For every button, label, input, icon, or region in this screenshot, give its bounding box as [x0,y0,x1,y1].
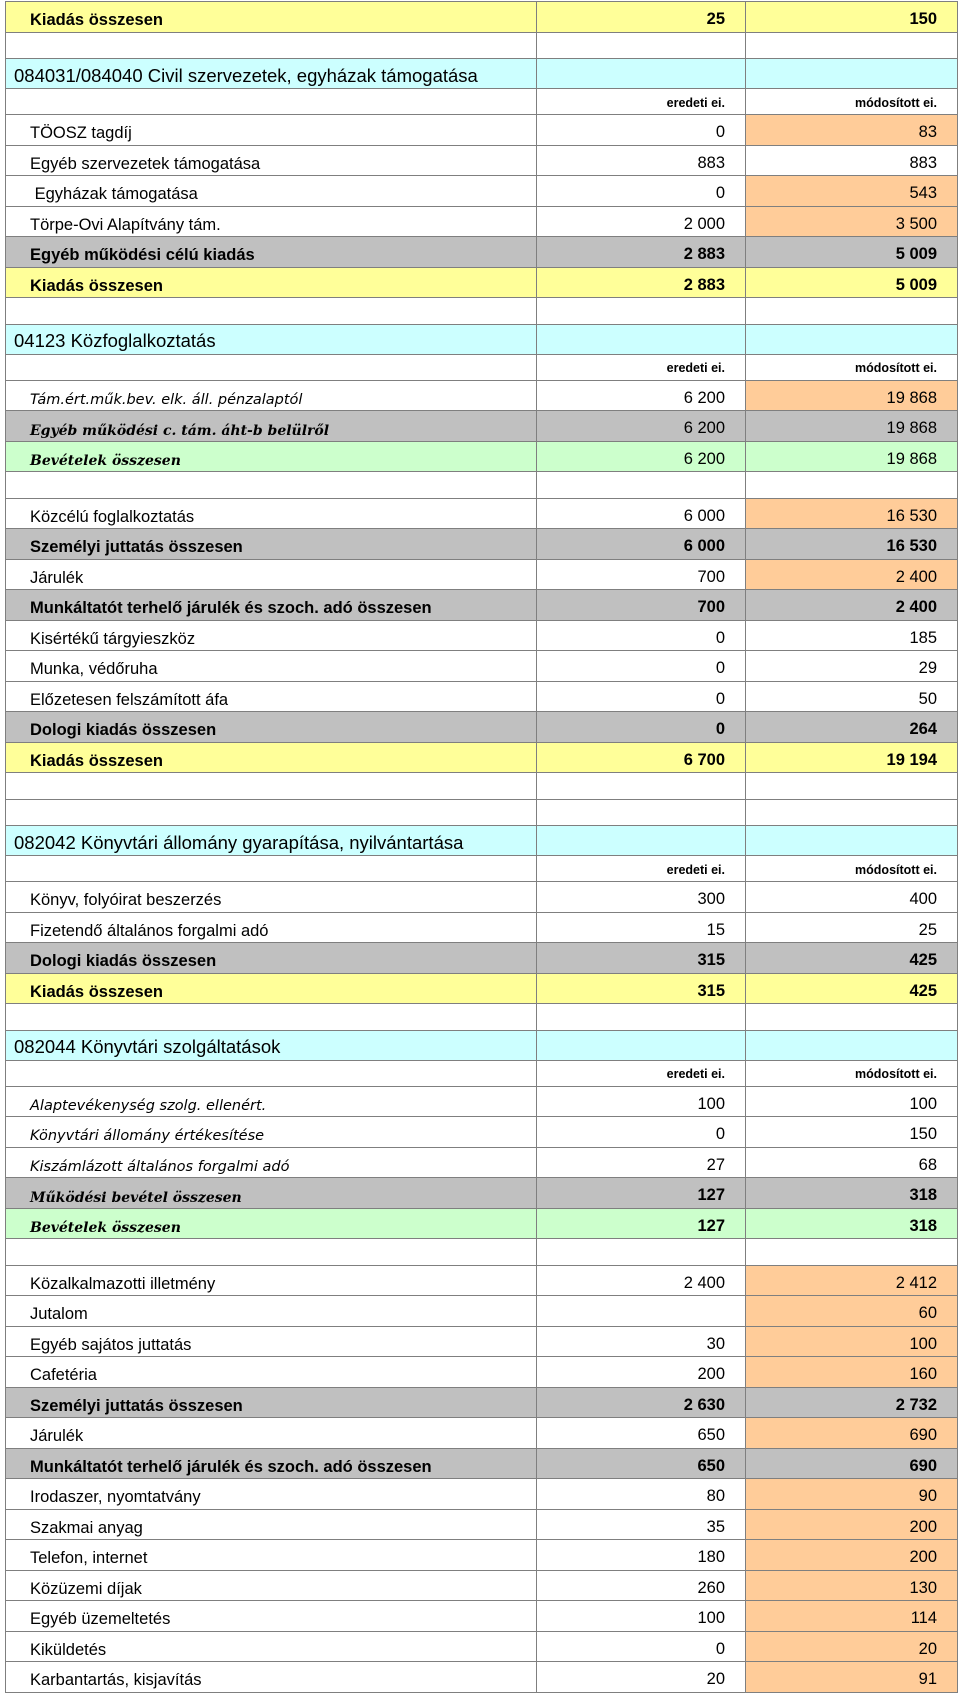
row-label: Kiadás összesen [6,973,537,1004]
modified-value: 2 400 [746,559,958,590]
table-row [6,1662,958,1693]
row-label: Munka, védőruha [6,651,537,682]
table-row [6,380,958,411]
original-value: 6 000 [537,498,746,529]
modified-column-header: módosított ei. [746,354,958,380]
modified-value: 19 868 [746,441,958,472]
row-label: Dologi kiadás összesen [6,712,537,743]
row-label: Bevételek összesen [6,1208,537,1239]
modified-value: 425 [746,943,958,974]
original-value: 883 [537,145,746,176]
original-value: 315 [537,973,746,1004]
original-value: 2 883 [537,267,746,298]
table-row [6,1509,958,1540]
original-column-header: eredeti ei. [537,354,746,380]
original-value: 80 [537,1479,746,1510]
original-value: 0 [537,115,746,146]
modified-value: 20 [746,1631,958,1662]
modified-value: 425 [746,973,958,1004]
table-row [6,206,958,237]
original-value [537,1296,746,1327]
original-value: 315 [537,943,746,974]
table-row [6,267,958,298]
row-label: Kiadás összesen [6,742,537,773]
table-row [6,912,958,943]
modified-value: 19 868 [746,380,958,411]
modified-value: 690 [746,1448,958,1479]
row-label: Kiadás összesen [6,2,537,33]
spacer-row [6,773,958,800]
table-row [6,1601,958,1632]
row-label: Működési bevétel összesen [6,1178,537,1209]
spacer-row [6,32,958,59]
table-row [6,1479,958,1510]
modified-value: 400 [746,882,958,913]
modified-value: 50 [746,681,958,712]
modified-value: 83 [746,115,958,146]
column-header-row [6,856,958,882]
table-row [6,1296,958,1327]
table-row [6,1208,958,1239]
original-column-header: eredeti ei. [537,89,746,115]
table-row [6,681,958,712]
modified-value: 264 [746,712,958,743]
modified-value: 2 412 [746,1265,958,1296]
modified-value: 5 009 [746,267,958,298]
table-row [6,145,958,176]
original-value: 20 [537,1662,746,1693]
row-label: Kiküldetés [6,1631,537,1662]
original-value: 260 [537,1570,746,1601]
table-row [6,1418,958,1449]
row-label: Szakmai anyag [6,1509,537,1540]
column-header-row [6,89,958,115]
table-row [6,1086,958,1117]
original-column-header: eredeti ei. [537,856,746,882]
modified-value: 90 [746,1479,958,1510]
table-row [6,973,958,1004]
original-value: 700 [537,559,746,590]
modified-value: 60 [746,1296,958,1327]
modified-value: 100 [746,1086,958,1117]
row-label: Törpe-Ovi Alapítvány tám. [6,206,537,237]
original-value: 25 [537,2,746,33]
section-title: 084031/084040 Civil szervezetek, egyházak támogatása [6,59,537,89]
table-row [6,1448,958,1479]
row-label: Alaptevékenység szolg. ellenért. [6,1086,537,1117]
original-value: 2 000 [537,206,746,237]
table-row [6,176,958,207]
table-row [6,1357,958,1388]
row-label: Könyvtári állomány értékesítése [6,1117,537,1148]
modified-value: 5 009 [746,237,958,268]
row-label: Munkáltatót terhelő járulék és szoch. adó összesen [6,590,537,621]
modified-value: 91 [746,1662,958,1693]
row-label: Egyházak támogatása [6,176,537,207]
original-value: 2 883 [537,237,746,268]
row-label: Cafetéria [6,1357,537,1388]
modified-value: 185 [746,620,958,651]
modified-value: 19 868 [746,411,958,442]
original-value: 180 [537,1540,746,1571]
table-row [6,2,958,33]
row-label: Személyi juttatás összesen [6,529,537,560]
original-value: 0 [537,176,746,207]
table-row [6,529,958,560]
original-value: 35 [537,1509,746,1540]
section-title-row [6,1030,958,1060]
table-row [6,441,958,472]
original-value: 2 630 [537,1387,746,1418]
original-value: 15 [537,912,746,943]
modified-value: 318 [746,1208,958,1239]
row-label: TÖOSZ tagdíj [6,115,537,146]
original-value: 6 000 [537,529,746,560]
modified-value: 883 [746,145,958,176]
modified-value: 130 [746,1570,958,1601]
row-label: Személyi juttatás összesen [6,1387,537,1418]
row-label: Kiadás összesen [6,267,537,298]
spacer-row [6,298,958,325]
original-value: 27 [537,1147,746,1178]
modified-column-header: módosított ei. [746,856,958,882]
row-label: Munkáltatót terhelő járulék és szoch. adó összesen [6,1448,537,1479]
row-label: Egyéb működési célú kiadás [6,237,537,268]
row-label: Előzetesen felszámított áfa [6,681,537,712]
table-row [6,943,958,974]
row-label: Egyéb üzemeltetés [6,1601,537,1632]
original-value: 0 [537,712,746,743]
row-label: Telefon, internet [6,1540,537,1571]
table-row [6,882,958,913]
table-row [6,742,958,773]
row-label: Egyéb sajátos juttatás [6,1326,537,1357]
original-value: 650 [537,1418,746,1449]
original-value: 0 [537,651,746,682]
original-value: 127 [537,1208,746,1239]
budget-table [5,1,958,1693]
table-row [6,237,958,268]
modified-value: 160 [746,1357,958,1388]
table-row [6,712,958,743]
column-header-row [6,354,958,380]
row-label: Járulék [6,1418,537,1449]
spacer-row [6,1239,958,1266]
modified-column-header: módosított ei. [746,1060,958,1086]
modified-value: 16 530 [746,529,958,560]
original-value: 30 [537,1326,746,1357]
original-value: 6 200 [537,441,746,472]
table-row [6,115,958,146]
row-label: Egyéb szervezetek támogatása [6,145,537,176]
row-label: Közüzemi díjak [6,1570,537,1601]
row-label: Dologi kiadás összesen [6,943,537,974]
modified-value: 3 500 [746,206,958,237]
original-value: 700 [537,590,746,621]
original-value: 6 200 [537,380,746,411]
modified-value: 150 [746,2,958,33]
table-row [6,620,958,651]
spacer-row [6,1004,958,1031]
modified-value: 200 [746,1540,958,1571]
original-value: 2 400 [537,1265,746,1296]
table-row [6,1178,958,1209]
section-title-row [6,59,958,89]
row-label: Közcélú foglalkoztatás [6,498,537,529]
original-value: 127 [537,1178,746,1209]
table-row [6,1117,958,1148]
modified-value: 114 [746,1601,958,1632]
modified-value: 29 [746,651,958,682]
modified-column-header: módosított ei. [746,89,958,115]
section-title: 082042 Könyvtári állomány gyarapítása, nyilvántartása [6,826,537,856]
modified-value: 19 194 [746,742,958,773]
table-row [6,411,958,442]
modified-value: 150 [746,1117,958,1148]
table-row [6,559,958,590]
spacer-row [6,799,958,826]
section-title: 04123 Közfoglalkoztatás [6,324,537,354]
table-row [6,1147,958,1178]
modified-value: 2 732 [746,1387,958,1418]
section-title: 082044 Könyvtári szolgáltatások [6,1030,537,1060]
row-label: Bevételek összesen [6,441,537,472]
table-row [6,1387,958,1418]
section-title-row [6,324,958,354]
modified-value: 690 [746,1418,958,1449]
table-row [6,1540,958,1571]
original-column-header: eredeti ei. [537,1060,746,1086]
row-label: Irodaszer, nyomtatvány [6,1479,537,1510]
table-row [6,651,958,682]
original-value: 0 [537,681,746,712]
modified-value: 2 400 [746,590,958,621]
column-header-row [6,1060,958,1086]
spacer-row [6,472,958,499]
modified-value: 318 [746,1178,958,1209]
row-label: Kiszámlázott általános forgalmi adó [6,1147,537,1178]
original-value: 6 700 [537,742,746,773]
original-value: 0 [537,1631,746,1662]
modified-value: 543 [746,176,958,207]
row-label: Fizetendő általános forgalmi adó [6,912,537,943]
row-label: Járulék [6,559,537,590]
modified-value: 200 [746,1509,958,1540]
row-label: Tám.ért.műk.bev. elk. áll. pénzalaptól [6,380,537,411]
table-row [6,1570,958,1601]
original-value: 200 [537,1357,746,1388]
row-label: Kisértékű tárgyieszköz [6,620,537,651]
original-value: 100 [537,1601,746,1632]
table-row [6,1326,958,1357]
original-value: 650 [537,1448,746,1479]
row-label: Jutalom [6,1296,537,1327]
modified-value: 25 [746,912,958,943]
row-label: Karbantartás, kisjavítás [6,1662,537,1693]
original-value: 100 [537,1086,746,1117]
table-row [6,498,958,529]
original-value: 0 [537,620,746,651]
section-title-row [6,826,958,856]
original-value: 0 [537,1117,746,1148]
modified-value: 100 [746,1326,958,1357]
modified-value: 16 530 [746,498,958,529]
row-label: Egyéb működési c. tám. áht-b belülről [6,411,537,442]
modified-value: 68 [746,1147,958,1178]
table-row [6,1265,958,1296]
row-label: Közalkalmazotti illetmény [6,1265,537,1296]
table-row [6,590,958,621]
original-value: 6 200 [537,411,746,442]
table-row [6,1631,958,1662]
original-value: 300 [537,882,746,913]
row-label: Könyv, folyóirat beszerzés [6,882,537,913]
